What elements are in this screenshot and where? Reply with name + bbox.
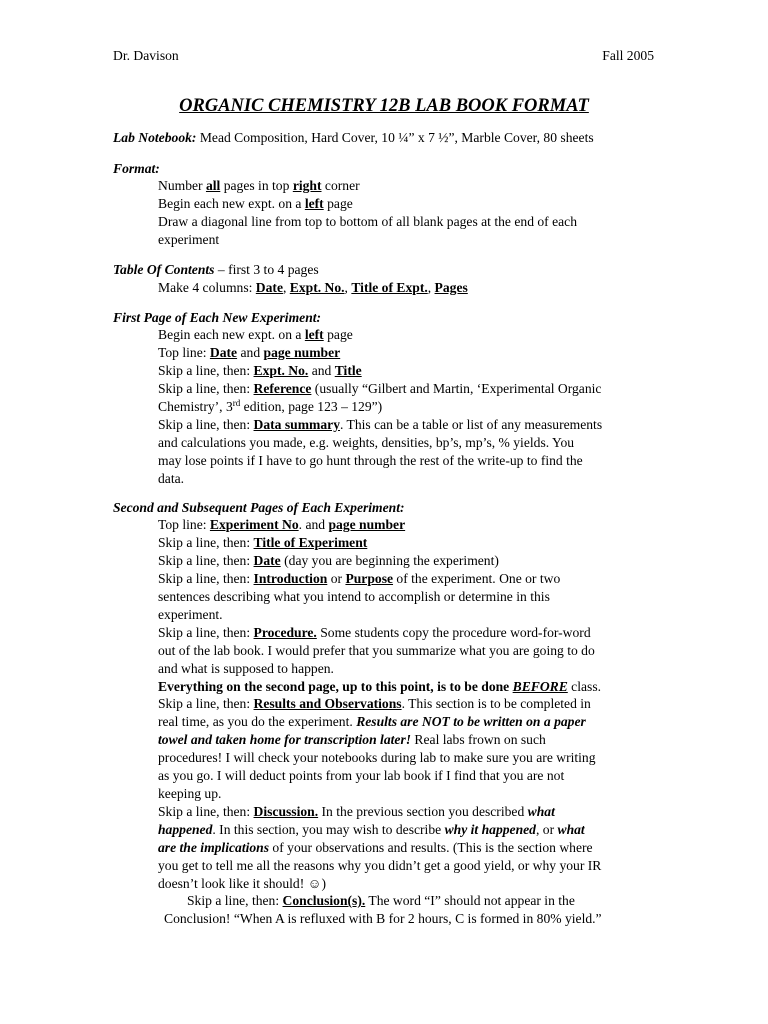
first-page-heading: First Page of Each New Experiment: [113, 310, 322, 325]
first-line-5: Chemistry’, 3rd edition, page 123 – 129”) [158, 398, 383, 414]
first-line-4: Skip a line, then: Reference (usually “Gilbert and Martin, ‘Experimental Organic [158, 381, 602, 396]
second-line-19: are the implications of your observations and results. (This is the section where [158, 840, 593, 855]
toc-heading: Table Of Contents [113, 262, 215, 277]
second-line-4: Skip a line, then: Introduction or Purpose of the experiment. One or two [158, 571, 561, 586]
second-line-13: towel and taken home for transcription later! Real labs frown on such [158, 732, 546, 747]
first-line-9: data. [158, 471, 185, 486]
second-line-6: experiment. [158, 607, 223, 622]
toc-line-1: Make 4 columns: Date, Expt. No., Title of Expt., Pages [158, 280, 468, 295]
second-line-10: Everything on the second page, up to this point, is to be done BEFORE class. [158, 679, 602, 694]
second-line-14: procedures! I will check your notebooks during lab to make sure you are writing [158, 750, 596, 765]
format-heading: Format: [113, 161, 160, 176]
first-line-8: may lose points if I have to go hunt through the rest of the write-up to find the [158, 453, 583, 468]
notebook-text: Mead Composition, Hard Cover, 10 ¼” x 7 ½”, Marble Cover, 80 sheets [196, 130, 594, 145]
page-title: ORGANIC CHEMISTRY 12B LAB BOOK FORMAT [179, 96, 589, 116]
second-line-23: Conclusion! “When A is refluxed with B for 2 hours, C is formed in 80% yield.” [164, 911, 602, 926]
second-line-20: you get to tell me all the reasons why you didn’t get a good yield, or why your IR [158, 858, 602, 873]
second-line-22: Skip a line, then: Conclusion(s). The word “I” should not appear in the [187, 893, 575, 908]
second-line-11: Skip a line, then: Results and Observations. This section is to be completed in [158, 696, 591, 711]
first-line-7: and calculations you made, e.g. weights, densities, bp’s, mp’s, % yields. You [158, 435, 575, 450]
format-line-3: Draw a diagonal line from top to bottom of all blank pages at the end of each [158, 214, 578, 229]
second-line-8: out of the lab book. I would prefer that you summarize what you are going to do [158, 643, 595, 658]
second-line-18: happened. In this section, you may wish to describe why it happened, or what [158, 822, 585, 837]
format-line-2: Begin each new expt. on a left page [158, 196, 353, 211]
first-line-3: Skip a line, then: Expt. No. and Title [158, 363, 362, 378]
second-line-2: Skip a line, then: Title of Experiment [158, 535, 368, 550]
second-line-17: Skip a line, then: Discussion. In the previous section you described what [158, 804, 555, 819]
second-line-9: and what is supposed to happen. [158, 661, 334, 676]
format-line-1: Number all pages in top right corner [158, 178, 360, 193]
term-header: Fall 2005 [602, 48, 654, 63]
author-header: Dr. Davison [113, 48, 179, 63]
second-line-3: Skip a line, then: Date (day you are beginning the experiment) [158, 553, 499, 568]
second-line-12: real time, as you do the experiment. Results are NOT to be written on a paper [158, 714, 586, 729]
toc-heading-line: Table Of Contents – first 3 to 4 pages [113, 262, 319, 277]
second-line-1: Top line: Experiment No. and page number [158, 517, 406, 532]
first-line-1: Begin each new expt. on a left page [158, 327, 353, 342]
notebook-label: Lab Notebook: [113, 130, 197, 145]
second-line-7: Skip a line, then: Procedure. Some students copy the procedure word-for-word [158, 625, 591, 640]
notebook-line [113, 129, 594, 147]
second-line-5: sentences describing what you intend to accomplish or determine in this [158, 589, 550, 604]
first-line-6: Skip a line, then: Data summary. This can be a table or list of any measurements [158, 417, 603, 432]
second-line-16: keeping up. [158, 786, 222, 801]
first-line-2: Top line: Date and page number [158, 345, 341, 360]
format-line-4: experiment [158, 232, 220, 247]
second-line-15: as you go. I will deduct points from your lab book if I find that you are not [158, 768, 565, 783]
second-page-heading: Second and Subsequent Pages of Each Experiment: [113, 500, 405, 515]
second-line-21: doesn’t look like it should! ☺) [158, 876, 327, 891]
